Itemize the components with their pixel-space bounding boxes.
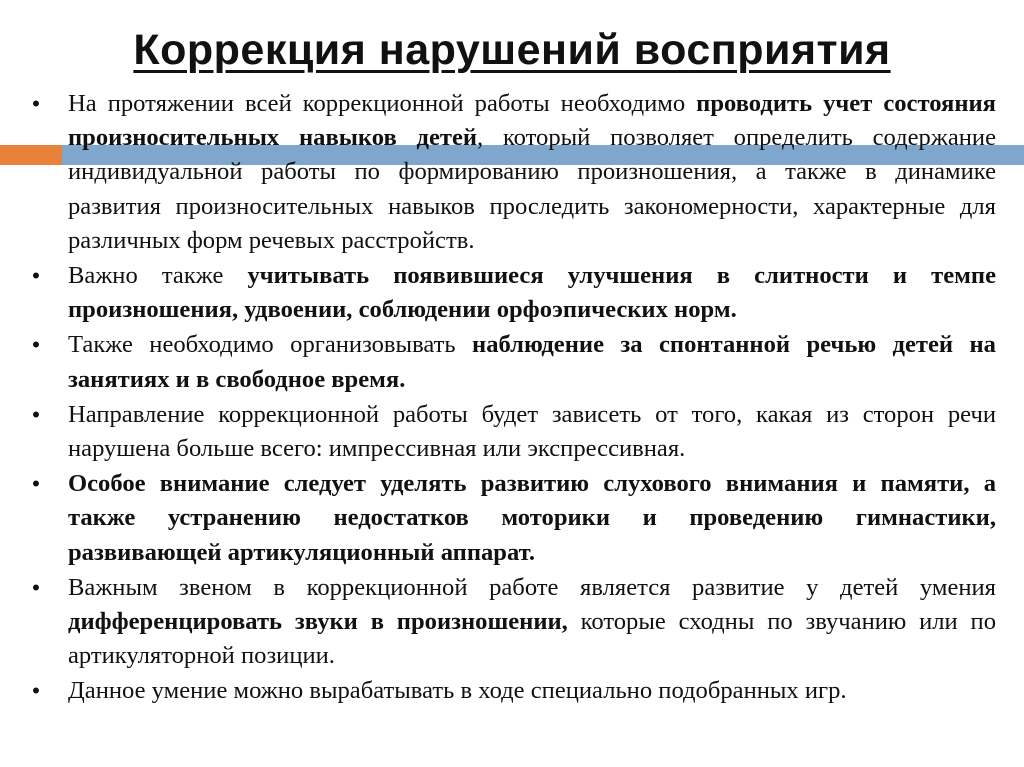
bullet-icon: • [32,263,40,289]
item-text: , который позволяет определить содержание индивидуальной работы по формированию произношения, а также в динамике развития произносительных навыков проследить закономерности, характерные для различных форм речевых расстройств. [68,124,996,254]
item-bold-text: учитывать появившиеся улучшения в слитности и темпе произношения, удвоении, соблюдении орфоэпических норм. [68,262,996,324]
item-text: Данное умение можно вырабатывать в ходе специально подобранных игр. [68,677,847,705]
item-text: Направление коррекционной работы будет зависеть от того, какая из сторон речи нарушена больше всего: импрессивная или экспрессивная. [68,400,996,463]
list-item [26,674,996,708]
item-text: На протяжении всей коррекционной работы необходимо [68,90,697,117]
item-bold-text: наблюдение за спонтанной речью детей на занятиях и в свободное время. [68,331,996,393]
slide-title-text: Коррекция нарушений восприятия [133,26,891,74]
list-item [26,398,996,466]
bullet-icon: • [32,574,40,600]
bullet-icon: • [32,678,40,704]
bullet-list [26,87,996,710]
list-item [26,467,996,570]
item-bold-text: Особое внимание следует уделять развитию слухового внимания и памяти, а также устранению недостатков моторики и проведению гимнастики, развивающей артикуляционный аппарат. [68,470,996,566]
item-text: Также необходимо организовывать [68,331,473,359]
item-bold-text: дифференцировать звуки в произношении, [68,608,568,636]
item-text: которые сходны по звучанию или по артикуляторной позиции. [68,608,996,670]
list-item [26,87,996,258]
slide-title [0,26,1024,75]
list-item [26,328,996,396]
item-text: Важным звеном в коррекционной работе является развитие у детей умения [68,573,996,601]
bullet-icon: • [32,401,40,427]
bullet-icon: • [32,91,40,116]
item-bold-text: проводить учет состояния произносительных навыков детей [68,90,996,152]
bullet-icon: • [32,471,40,497]
list-item [26,259,996,327]
list-item [26,571,996,674]
bullet-icon: • [32,332,40,358]
item-text: Важно также [68,262,248,290]
